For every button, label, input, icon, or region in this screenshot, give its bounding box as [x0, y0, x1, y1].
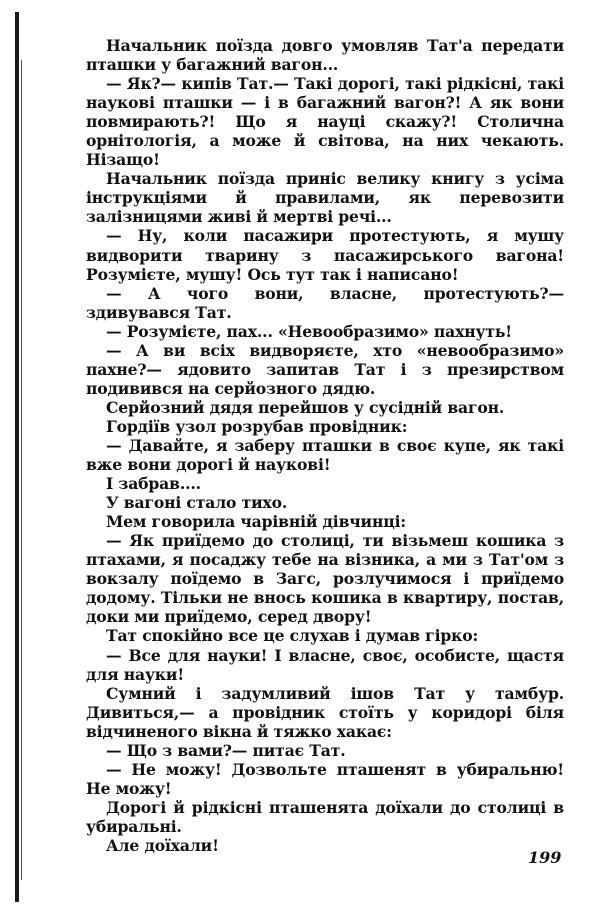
paragraph: Сумний і задумливий ішов Тат у тамбур. Дивиться,— а провідник стоїть у коридорі біля відчиненого вікна й тяжко хакає:: [86, 683, 564, 741]
paragraph: Але доїхали!: [106, 835, 219, 855]
paragraph: І забрав....: [106, 474, 201, 494]
paragraph: — Ну, коли пасажири протестують, я мушу видворити тварину з пасажирського вагона! Розумієте, мушу! Ось тут так і написано!: [86, 226, 564, 284]
paragraph: — Не можу! Дозвольте пташенят в убиральню! Не можу!: [86, 759, 564, 798]
paragraph: Серйозний дядя перейшов у сусідній вагон.: [106, 397, 505, 417]
paragraph: Начальник поїзда приніс велику книгу з усіма інструкціями й правилами, як перевозити залізницями живі й мертві речі...: [86, 169, 564, 227]
paragraph: — Що з вами?— питає Тат.: [106, 740, 346, 760]
paragraph: — А ви всіх видворяєте, хто «невообразимо» пахне?— ядовито запитав Тат і з презирством подивився на серйозного дядю.: [86, 340, 564, 398]
paragraph: — Як?— кипів Тат.— Такі дорогі, такі рідкісні, такі наукові пташки — і в багажний вагон?! А як вони повмирають?! Що я науці скажу?! Столична орнітологія, а може й світова, на них чекають. Нізащо!: [86, 74, 564, 170]
paragraph: — Розумієте, пах... «Невообразимо» пахнуть!: [106, 321, 512, 341]
paragraph: — Як приїдемо до столиці, ти візьмеш кошика з птахами, я посаджу тебе на візника, а ми з Тат'ом з вокзалу поїдемо в Загс, розлучимося і приїдемо додому. Тільки не внось кошика в квартиру, постав, доки ми приїдемо, серед двору!: [86, 531, 564, 627]
paragraph: — А чого вони, власне, протестують?— здивувався Тат.: [86, 283, 564, 322]
binding-edge: [15, 12, 19, 902]
paragraph: Тат спокійно все це слухав і думав гірко:: [106, 626, 479, 646]
paragraph: Начальник поїзда довго умовляв Тат'а передати пташки у багажний вагон...: [86, 36, 564, 75]
paragraph: — Давайте, я заберу пташки в своє купе, як такі вже вони дорогі й наукові!: [86, 435, 564, 475]
body-text: [86, 36, 564, 855]
paragraph: Гордіїв узол розрубав провідник:: [106, 416, 408, 436]
paragraph: — Все для науки! І власне, своє, особисте, щастя для науки!: [86, 645, 564, 684]
binding-shadow: [21, 60, 22, 880]
page-number: 199: [528, 848, 562, 867]
paragraph: Мем говорила чарівній дівчинці:: [106, 512, 406, 532]
paragraph: У вагоні стало тихо.: [106, 493, 288, 513]
paragraph: Дорогі й рідкісні пташенята доїхали до столиці в убиральні.: [86, 797, 564, 836]
